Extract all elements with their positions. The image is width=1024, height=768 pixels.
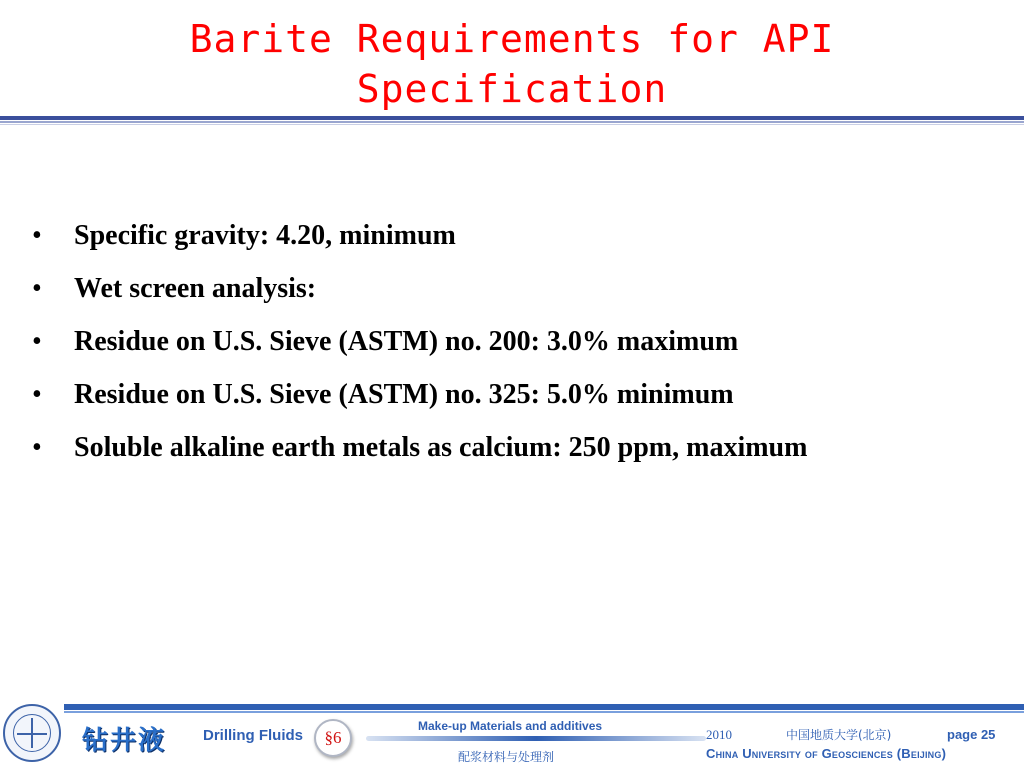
- slide-title-line-1: Barite Requirements for API: [189, 17, 835, 61]
- bullet-list: [30, 214, 807, 479]
- course-name: Drilling Fluids: [203, 727, 303, 744]
- university-name-en: China University of Geosciences (Beijing): [706, 746, 947, 761]
- footer-bar-highlight: [64, 711, 1024, 713]
- chapter-title-cn: 配浆材料与处理剂: [458, 750, 555, 764]
- bullet-item: [30, 426, 807, 479]
- chapter-title-en: Make-up Materials and additives: [418, 719, 603, 733]
- bullet-text: Residue on U.S. Sieve (ASTM) no. 200: 3.0% maximum: [74, 326, 739, 357]
- university-name-cn: 中国地质大学(北京): [786, 728, 892, 742]
- bullet-text: Residue on U.S. Sieve (ASTM) no. 325: 5.0% minimum: [74, 379, 734, 410]
- bullet-item: [30, 214, 807, 267]
- title-divider-shadow-light: [0, 124, 1024, 125]
- bullet-item: [30, 320, 807, 373]
- section-badge: §6: [314, 719, 352, 757]
- bullet-text: Soluble alkaline earth metals as calcium: 250 ppm, maximum: [74, 432, 808, 463]
- university-seal-icon: [3, 704, 61, 762]
- course-brand-cn: 钻井液: [82, 726, 167, 756]
- bullet-dot-icon: •: [32, 273, 42, 304]
- title-divider-shadow: [0, 121, 1024, 123]
- footer-bar: [64, 704, 1024, 710]
- bullet-dot-icon: •: [32, 379, 42, 410]
- bullet-item: [30, 373, 807, 426]
- footer-accent-line: [366, 736, 706, 741]
- page-number: page 25: [947, 727, 996, 742]
- slide-title: [0, 14, 1024, 114]
- bullet-item: [30, 267, 807, 320]
- title-divider: [0, 116, 1024, 120]
- seal-cross-vertical: [31, 718, 33, 748]
- bullet-dot-icon: •: [32, 432, 42, 463]
- bullet-text: Wet screen analysis:: [74, 273, 317, 304]
- slide-title-line-2: Specification: [356, 67, 668, 111]
- bullet-text: Specific gravity: 4.20, minimum: [74, 220, 456, 251]
- bullet-dot-icon: •: [32, 326, 42, 357]
- footer-year: 2010: [706, 727, 732, 742]
- bullet-dot-icon: •: [32, 220, 42, 251]
